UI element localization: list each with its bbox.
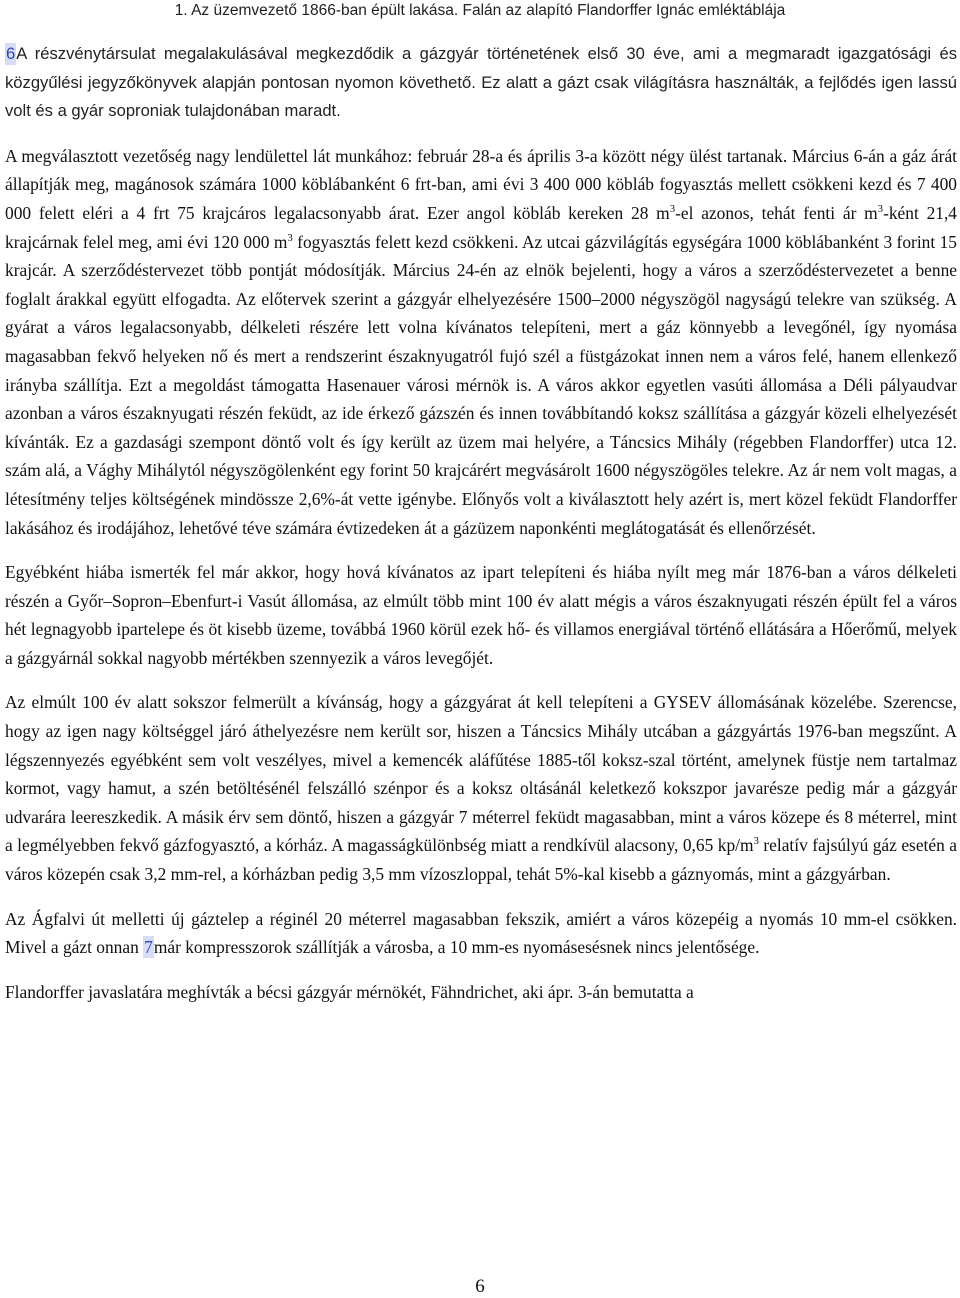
paragraph-4-text-a: Az elmúlt 100 év alatt sokszor felmerült a kívánság, hogy a gázgyárat át kell telepíteni a GYSEV állomásának közelébe. Szerencse, hogy az igen nagy költséggel járó áthelyezésre nem került sor, hiszen a Táncsics Mihály utcában a gázgyártás 1976-ban megszűnt. A légszennyezés egyébként sem volt veszélyes, mivel a kemencék aláfűtése 1885-től koksz-szal történt, amelynek füstje nem tartalmaz kormot, vagy hamut, a szén betöltésénél felszálló szénpor és a koksz oltásánál keletkező kokszpor javarésze pedig már a gázgyár udvarára leereszkedik. A másik érv sem döntő, hiszen a gázgyár 7 méterrel feküdt magasabban, mint a város közepe és 8 méterrel, mint a legmélyebben fekvő gázfogyasztó, a kórház. A magasságkülönbség miatt a rendkívül alacsony, 0,65 kp/m (5, 692, 957, 856)
paragraph-5-text-a: Az Ágfalvi út melletti új gáztelep a réginél 20 méterrel magasabban fekszik, amiért a város közepéig a nyomás 10 mm-el csökken. Mivel a gázt onnan (5, 908, 957, 958)
figure-caption: 1. Az üzemvezető 1866-ban épült lakása. Falán az alapító Flandorffer Ignác emléktáblája (174, 2, 786, 19)
paragraph-1-text: A részvénytársulat megalakulásával megkezdődik a gázgyár történetének első 30 éve, ami a megmaradt igazgatósági és közgyűlési jegyzőkönyvek alapján pontosan nyomon követhető. Ez alatt a gázt csak világításra használták, a fejlődés igen lassú volt és a gyár soproniak tulajdonában maradt. (5, 44, 957, 121)
superscript-3: 3 (287, 231, 293, 244)
page-number: 6 (475, 1276, 485, 1297)
paragraph-2-text-a: A megválasztott vezetőség nagy lendülettel lát munkához: február 28-a és április 3-a között négy ülést tartanak. Március 6-án a gáz árát állapítják meg, magánosok számára 1000 köblábanként 6 frt-ban, ami évi 3 400 000 köbláb fogyasztás mellett csökkeni kezd és 7 400 000 felett eléri a 4 frt 75 krajcáros legalacsonyabb árat. Ezer angol köbláb kereken 28 m (5, 145, 957, 223)
paragraph-5 (5, 905, 957, 962)
paragraph-4 (5, 688, 957, 888)
page-marker-6[interactable]: 6 (6, 44, 16, 63)
paragraph-2 (5, 142, 957, 542)
superscript-3: 3 (753, 835, 759, 848)
superscript-3: 3 (669, 203, 676, 216)
paragraph-2-text-d: fogyasztás felett kezd csökkeni. Az utcai gázvilágítás egységára 1000 köblábanként 3 forint 15 krajcár. A szerződéstervezet több pontját módosítják. Március 24-én az elnök bejelenti, hogy a város a szerződéstervezetet a benne foglalt árakkal együtt elfogadta. Az előtervek szerint a gázgyár elhelyezésére 1500–2000 négyszögöl nagyságú telekre van szükség. A gyárat a város legalacsonyabb, délkeleti részére lett volna kívánatos telepíteni, mert a gáz könnyebb a levegőnél, így nyomása magasabban fekvő helyeken nő és mert a rendszerint északnyugatról fujó szél a füstgázokat innen nem a város felé, hanem ellenkező irányba szállítja. Ezt a megoldást támogatta Hasenauer városi mérnök is. A város akkor egyetlen vasúti állomása a Déli pályaudvar azonban a város északnyugati részén feküdt, az ide érkező gázszén és innen továbbítandó koksz szállítása a gázgyár közeli elhelyezését kívánták. Ez a gazdasági szempont döntő volt és így került az üzem mai helyére, a Táncsics Mihály (régebben Flandorffer) utca 12. szám alá, a Vághy Mihálytól négyszögölenként egy forint 50 krajcárért megvásárolt 1600 négyszögöles telekre. Az ár nem volt magas, a létesítmény teljes költségének mindössze 2,6%-át vette igénybe. Előnyős volt a kiválasztott hely azért is, mert közel feküdt Flandorffer lakásához és irodájához, lehetővé téve számára évtizedeken át a gázüzem naponkénti meglátogatását és ellenőrzését. (5, 231, 957, 538)
document-body (5, 40, 957, 1022)
page-marker-7[interactable]: 7 (144, 937, 153, 958)
paragraph-1 (5, 40, 957, 126)
paragraph-5-text-b: már kompresszorok szállítják a városba, a 10 mm-es nyomásesésnek nincs jelentősége. (153, 937, 760, 958)
paragraph-6: Flandorffer javaslatára meghívták a bécsi gázgyár mérnökét, Fähndrichet, aki ápr. 3-án bemutatta a (5, 981, 694, 1002)
superscript-3: 3 (877, 203, 884, 216)
paragraph-4-text-b: relatív fajsúlyú gáz esetén a város közepén csak 3,2 mm-rel, a kórházban pedig 3,5 mm vízoszloppal, tehát 5%-kal kisebb a gáznyomás, mint a gázgyárban. (5, 835, 957, 885)
paragraph-2-text-c: -ként 21,4 krajcárnak felel meg, ami évi 120 000 m (5, 202, 958, 252)
paragraph-2-text-b: -el azonos, tehát fenti ár m (675, 202, 878, 223)
paragraph-3: Egyébként hiába ismerték fel már akkor, hogy hová kívánatos az ipart telepíteni és hiába nyílt meg már 1876-ban a város délkeleti részén a Győr–Sopron–Ebenfurt-i Vasút állomása, az elmúlt több mint 100 év alatt mégis a város északnyugati részén épült fel a város hét legnagyobb ipartelepe és öt kisebb üzeme, továbbá 1960 körül ezek hő- és villamos energiával történő ellátására a Hőerőmű, melyek a gázgyárnál sokkal nagyobb mértékben szennyezik a város levegőjét. (5, 562, 957, 668)
